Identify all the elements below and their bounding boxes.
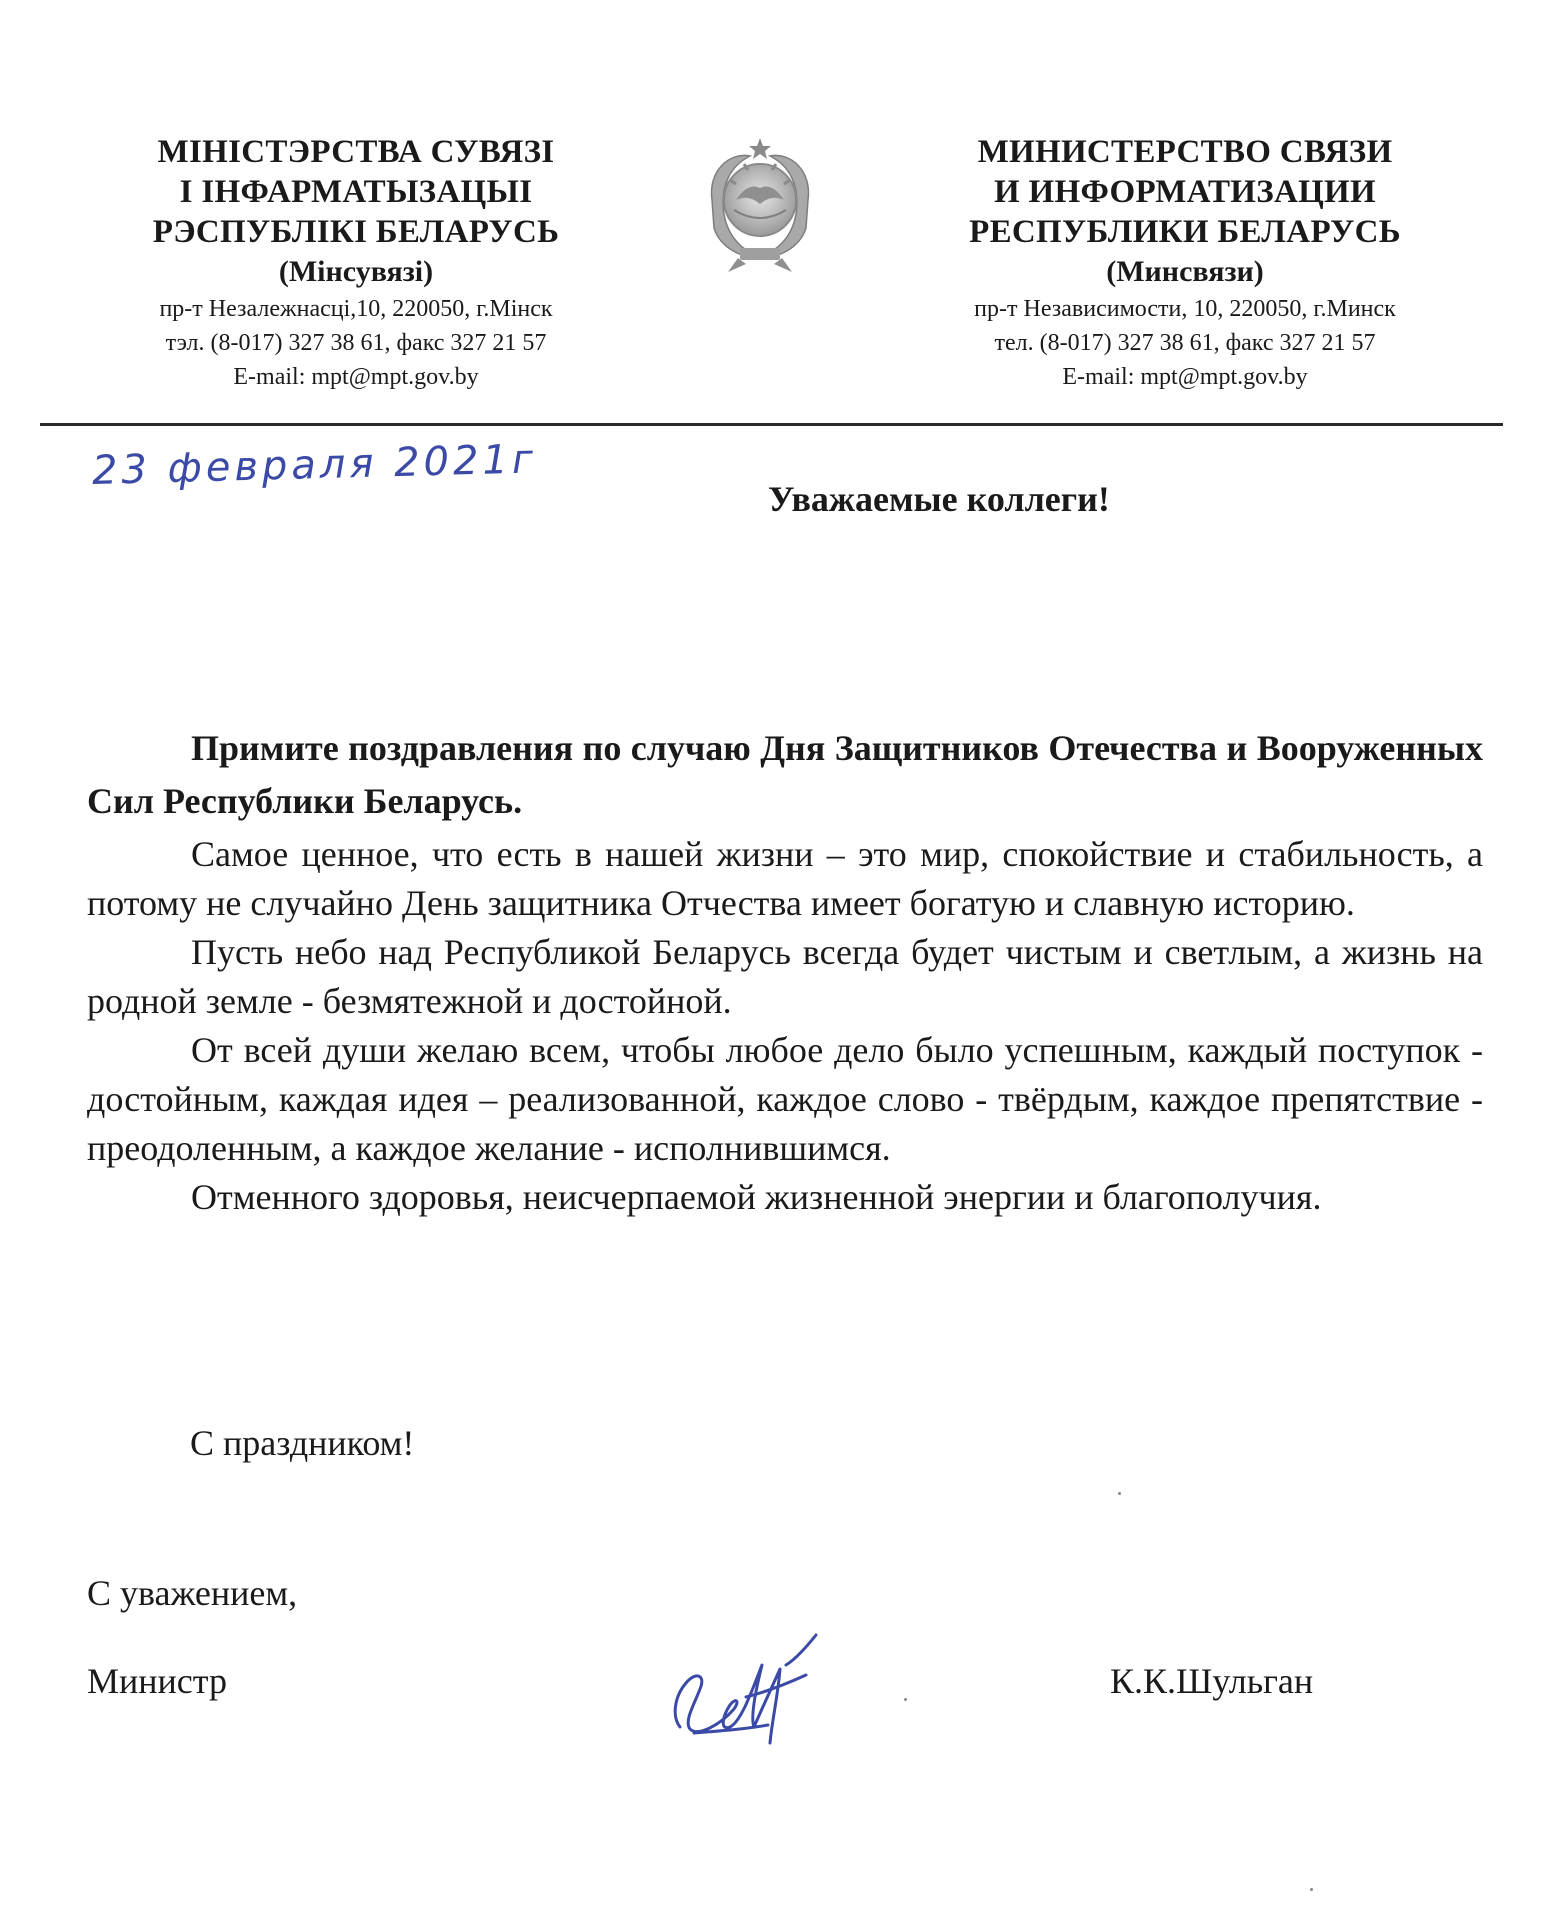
body-paragraph-4: Отменного здоровья, неисчерпаемой жизненной энергии и благополучия. [191,1177,1322,1217]
org-email: E-mail: mpt@mpt.gov.by [233,364,479,390]
lead-paragraph: Примите поздравления по случаю Дня Защитников Отечества и Вооруженных Сил Республики Беларусь. [87,728,1483,821]
org-name-line-2: І ІНФАРМАТЫЗАЦЫІ [179,174,533,210]
org-address: пр-т Незалежнасці,10, 220050, г.Мінск [159,296,553,322]
handwritten-date: 23 февраля 2021г [91,436,538,494]
holiday-greeting: С праздником! [190,1423,415,1463]
org-email: E-mail: mpt@mpt.gov.by [1062,364,1308,390]
scan-speck [1118,1492,1121,1495]
org-name-line-1: МИНИСТЕРСТВО СВЯЗИ [977,134,1393,170]
body-paragraph-1: Самое ценное, что есть в нашей жизни – это мир, спокойствие и стабильность, а потому не случайно День защитника Отчества имеет богатую и славную историю. [87,834,1483,923]
closing-regards: С уважением, [87,1573,298,1613]
org-address: пр-т Независимости, 10, 220050, г.Минск [974,296,1396,322]
header-russian [900,132,1470,394]
scan-speck [904,1698,907,1701]
body-paragraph-2: Пусть небо над Республикой Беларусь всегда будет чистым и светлым, а жизнь на родной земле - безмятежной и достойной. [87,932,1483,1021]
org-name-line-2: И ИНФОРМАТИЗАЦИИ [993,174,1376,210]
scan-speck [1310,1888,1313,1891]
org-name-line-1: МІНІСТЭРСТВА СУВЯЗІ [157,134,555,170]
body-paragraph-3: От всей души желаю всем, чтобы любое дело было успешным, каждый поступок - достойным, каждая идея – реализованной, каждое слово - твёрдым, каждое препятствие - преодоленным, а каждое желание - исполнившимся. [87,1030,1483,1168]
handwritten-signature-icon [650,1625,830,1755]
letter-body [87,722,1483,1222]
signer-position: Министр [87,1661,227,1701]
org-name-line-3: РЭСПУБЛІКІ БЕЛАРУСЬ [152,214,560,250]
header-belarusian [96,132,616,394]
org-short-name: (Мінсувязі) [278,255,434,288]
org-phone: тел. (8-017) 327 38 61, факс 327 21 57 [994,330,1376,356]
salutation: Уважаемые коллеги! [768,479,1110,519]
org-phone: тэл. (8-017) 327 38 61, факс 327 21 57 [165,330,547,356]
org-name-line-3: РЕСПУБЛИКИ БЕЛАРУСЬ [969,214,1401,250]
signer-name: К.К.Шульган [1110,1661,1314,1701]
header-divider [40,423,1503,426]
state-emblem-icon [690,130,830,278]
org-short-name: (Минсвязи) [1106,255,1264,288]
